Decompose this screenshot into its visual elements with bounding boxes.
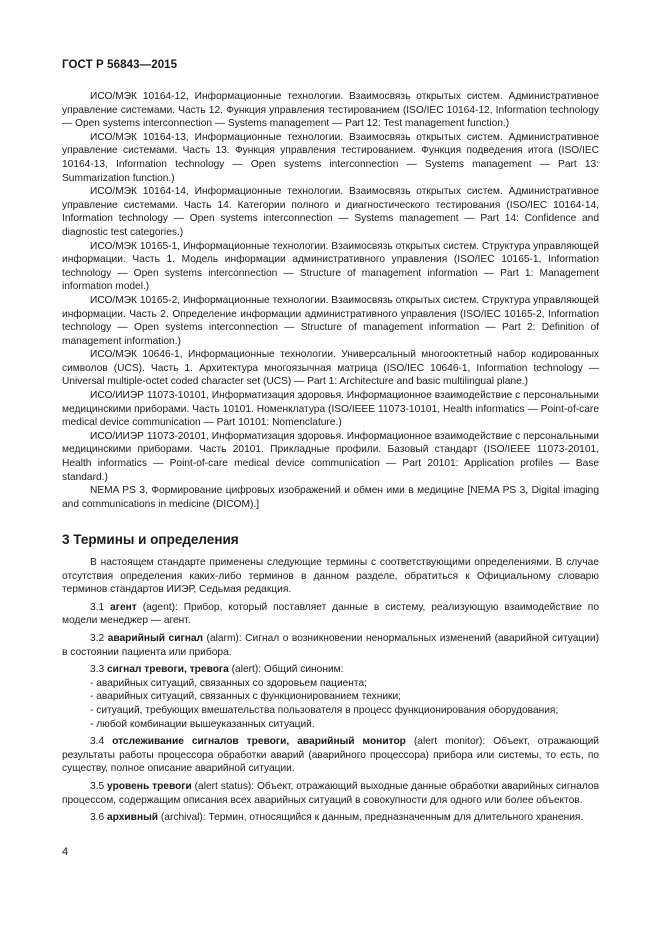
reference-item: ИСО/МЭК 10164-13, Информационные технологии. Взаимосвязь открытых систем. Административное управление системами. Часть 13. Функция управления тестированием. Функция подведения итога (ISO/IEC 10164-13, Information technology — Open systems interconnection — Systems management — Part 13: Summarization function.) bbox=[62, 131, 599, 184]
term-number: 3.6 bbox=[90, 812, 107, 824]
term-name: агент bbox=[110, 601, 137, 613]
term-name: аварийный сигнал bbox=[107, 632, 204, 644]
reference-item: ИСО/ИИЭР 11073-10101, Информатизация здоровья. Информационное взаимодействие с персональными медицинскими приборами. Часть 10101. Номенклатура (ISO/IEEE 11073-10101, Health informatics — Point-of-care medical device communication — Part 10101: Nomenclature.) bbox=[62, 390, 599, 429]
term-number: 3.5 bbox=[90, 780, 108, 792]
reference-item: ИСО/МЭК 10165-1, Информационные технологии. Взаимосвязь открытых систем. Структура управляющей информации. Часть 1. Модель информации административного управления (ISO/IEC 10165-1, Information technology — Open systems interconnection — Structure of management information — Part 1: Management information model.) bbox=[62, 240, 599, 293]
list-item: - аварийных ситуаций, связанных со здоровьем пациента; bbox=[90, 677, 599, 691]
term-number: 3.2 bbox=[90, 632, 108, 644]
term-number: 3.4 bbox=[90, 736, 113, 748]
reference-item: ИСО/МЭК 10165-2, Информационные технологии. Взаимосвязь открытых систем. Структура управляющей информации. Часть 2. Определение информации административного управления (ISO/IEC 10165-2, Information technology — Open systems interconnection — Structure of management information — Part 2: Definition of management information.) bbox=[62, 294, 599, 347]
term-definition: (archival): Термин, относящийся к данным, предназначенным для длительного хранения. bbox=[158, 812, 584, 824]
term-name: сигнал тревоги, тревога bbox=[107, 664, 229, 676]
term-definition: (alert status): Объект, отражающий выходные данные обработки аварийных сигналов процессом, содержащим описания всех аварийных ситуаций в совокупности для одного или более объектов. bbox=[62, 780, 599, 806]
document-body bbox=[62, 90, 599, 825]
reference-item: NEMA PS 3, Формирование цифровых изображений и обмен ими в медицине [NEMA PS 3, Digital imaging and communications in medicine (DICOM).] bbox=[62, 485, 599, 510]
term-number: 3.1 bbox=[90, 601, 111, 613]
list-item: - любой комбинации вышеуказанных ситуаций. bbox=[90, 718, 599, 732]
term-definition: (agent): Прибор, который поставляет данные в систему, реализующую взаимодействие по модели менеджер — агент. bbox=[62, 601, 599, 627]
reference-item: ИСО/МЭК 10646-1, Информационные технологии. Универсальный многооктетный набор кодированных символов (UCS). Часть 1. Архитектура многоязычная матрица (ISO/IEC 10646-1, Information technology — Universal multiple-octet coded character set (UCS) — Part 1: Architecture and basic multilingual plane.) bbox=[62, 349, 599, 388]
list-item: - ситуаций, требующих вмешательства пользователя в процесс функционирования оборудования; bbox=[90, 704, 599, 718]
term-number: 3.3 bbox=[90, 664, 107, 676]
term-definition: (alert monitor): Объект, отражающий результаты работы процессора обработки аварий (аварийного процессора) прибора или системы, то есть, по существу, полное описание аварийной ситуации. bbox=[62, 736, 599, 775]
term-definition: (alarm): Сигнал о возникновении ненормальных изменений (аварийной ситуации) в состоянии пациента или прибора. bbox=[62, 632, 599, 658]
list-item: - аварийных ситуаций, связанных с функционированием техники; bbox=[90, 690, 599, 704]
document-header: ГОСТ Р 56843—2015 bbox=[62, 59, 178, 71]
term-name: уровень тревоги bbox=[107, 780, 192, 792]
reference-item: ИСО/МЭК 10164-12, Информационные технологии. Взаимосвязь открытых систем. Административное управление системами. Часть 12. Функция управления тестированием (ISO/IEC 10164-12, Information technology — Open systems interconnection — Systems management — Part 12: Test management function.) bbox=[62, 91, 599, 130]
term-definition: (alert): Общий синоним: bbox=[228, 664, 344, 676]
reference-item: ИСО/ИИЭР 11073-20101, Информатизация здоровья. Информационное взаимодействие с персональными медицинскими приборами. Часть 20101. Прикладные профили. Базовый стандарт (ISO/IEEE 11073-20101, Health informatics — Point-of-care medical device communication — Part 20101: Application profiles — Base standard.) bbox=[62, 430, 599, 483]
section-heading: 3 Термины и определения bbox=[62, 532, 239, 548]
term-3-4 bbox=[62, 735, 599, 776]
term-3-6 bbox=[62, 811, 599, 825]
term-name: отслеживание сигналов тревоги, аварийный монитор bbox=[112, 736, 406, 748]
term-name: архивный bbox=[107, 812, 159, 824]
page-number: 4 bbox=[62, 846, 69, 858]
term-3-3 bbox=[62, 663, 599, 677]
term-3-1 bbox=[62, 601, 599, 628]
section-intro: В настоящем стандарте применены следующие термины с соответствующими определениями. В случае отсутствия определения каких-либо терминов в данном разделе, обратиться к Официальному словарю терминов стандартов ИИЭР, Седьмая редакция. bbox=[62, 557, 599, 596]
term-3-5 bbox=[62, 780, 599, 807]
term-3-2 bbox=[62, 632, 599, 659]
reference-item: ИСО/МЭК 10164-14, Информационные технологии. Взаимосвязь открытых систем. Административное управление системами. Часть 14. Категории полного и диагностического тестирования (ISO/IEC 10164-14, Information technology — Open systems interconnection — Systems management — Part 14: Confidence and diagnostic test categories.) bbox=[62, 186, 599, 238]
